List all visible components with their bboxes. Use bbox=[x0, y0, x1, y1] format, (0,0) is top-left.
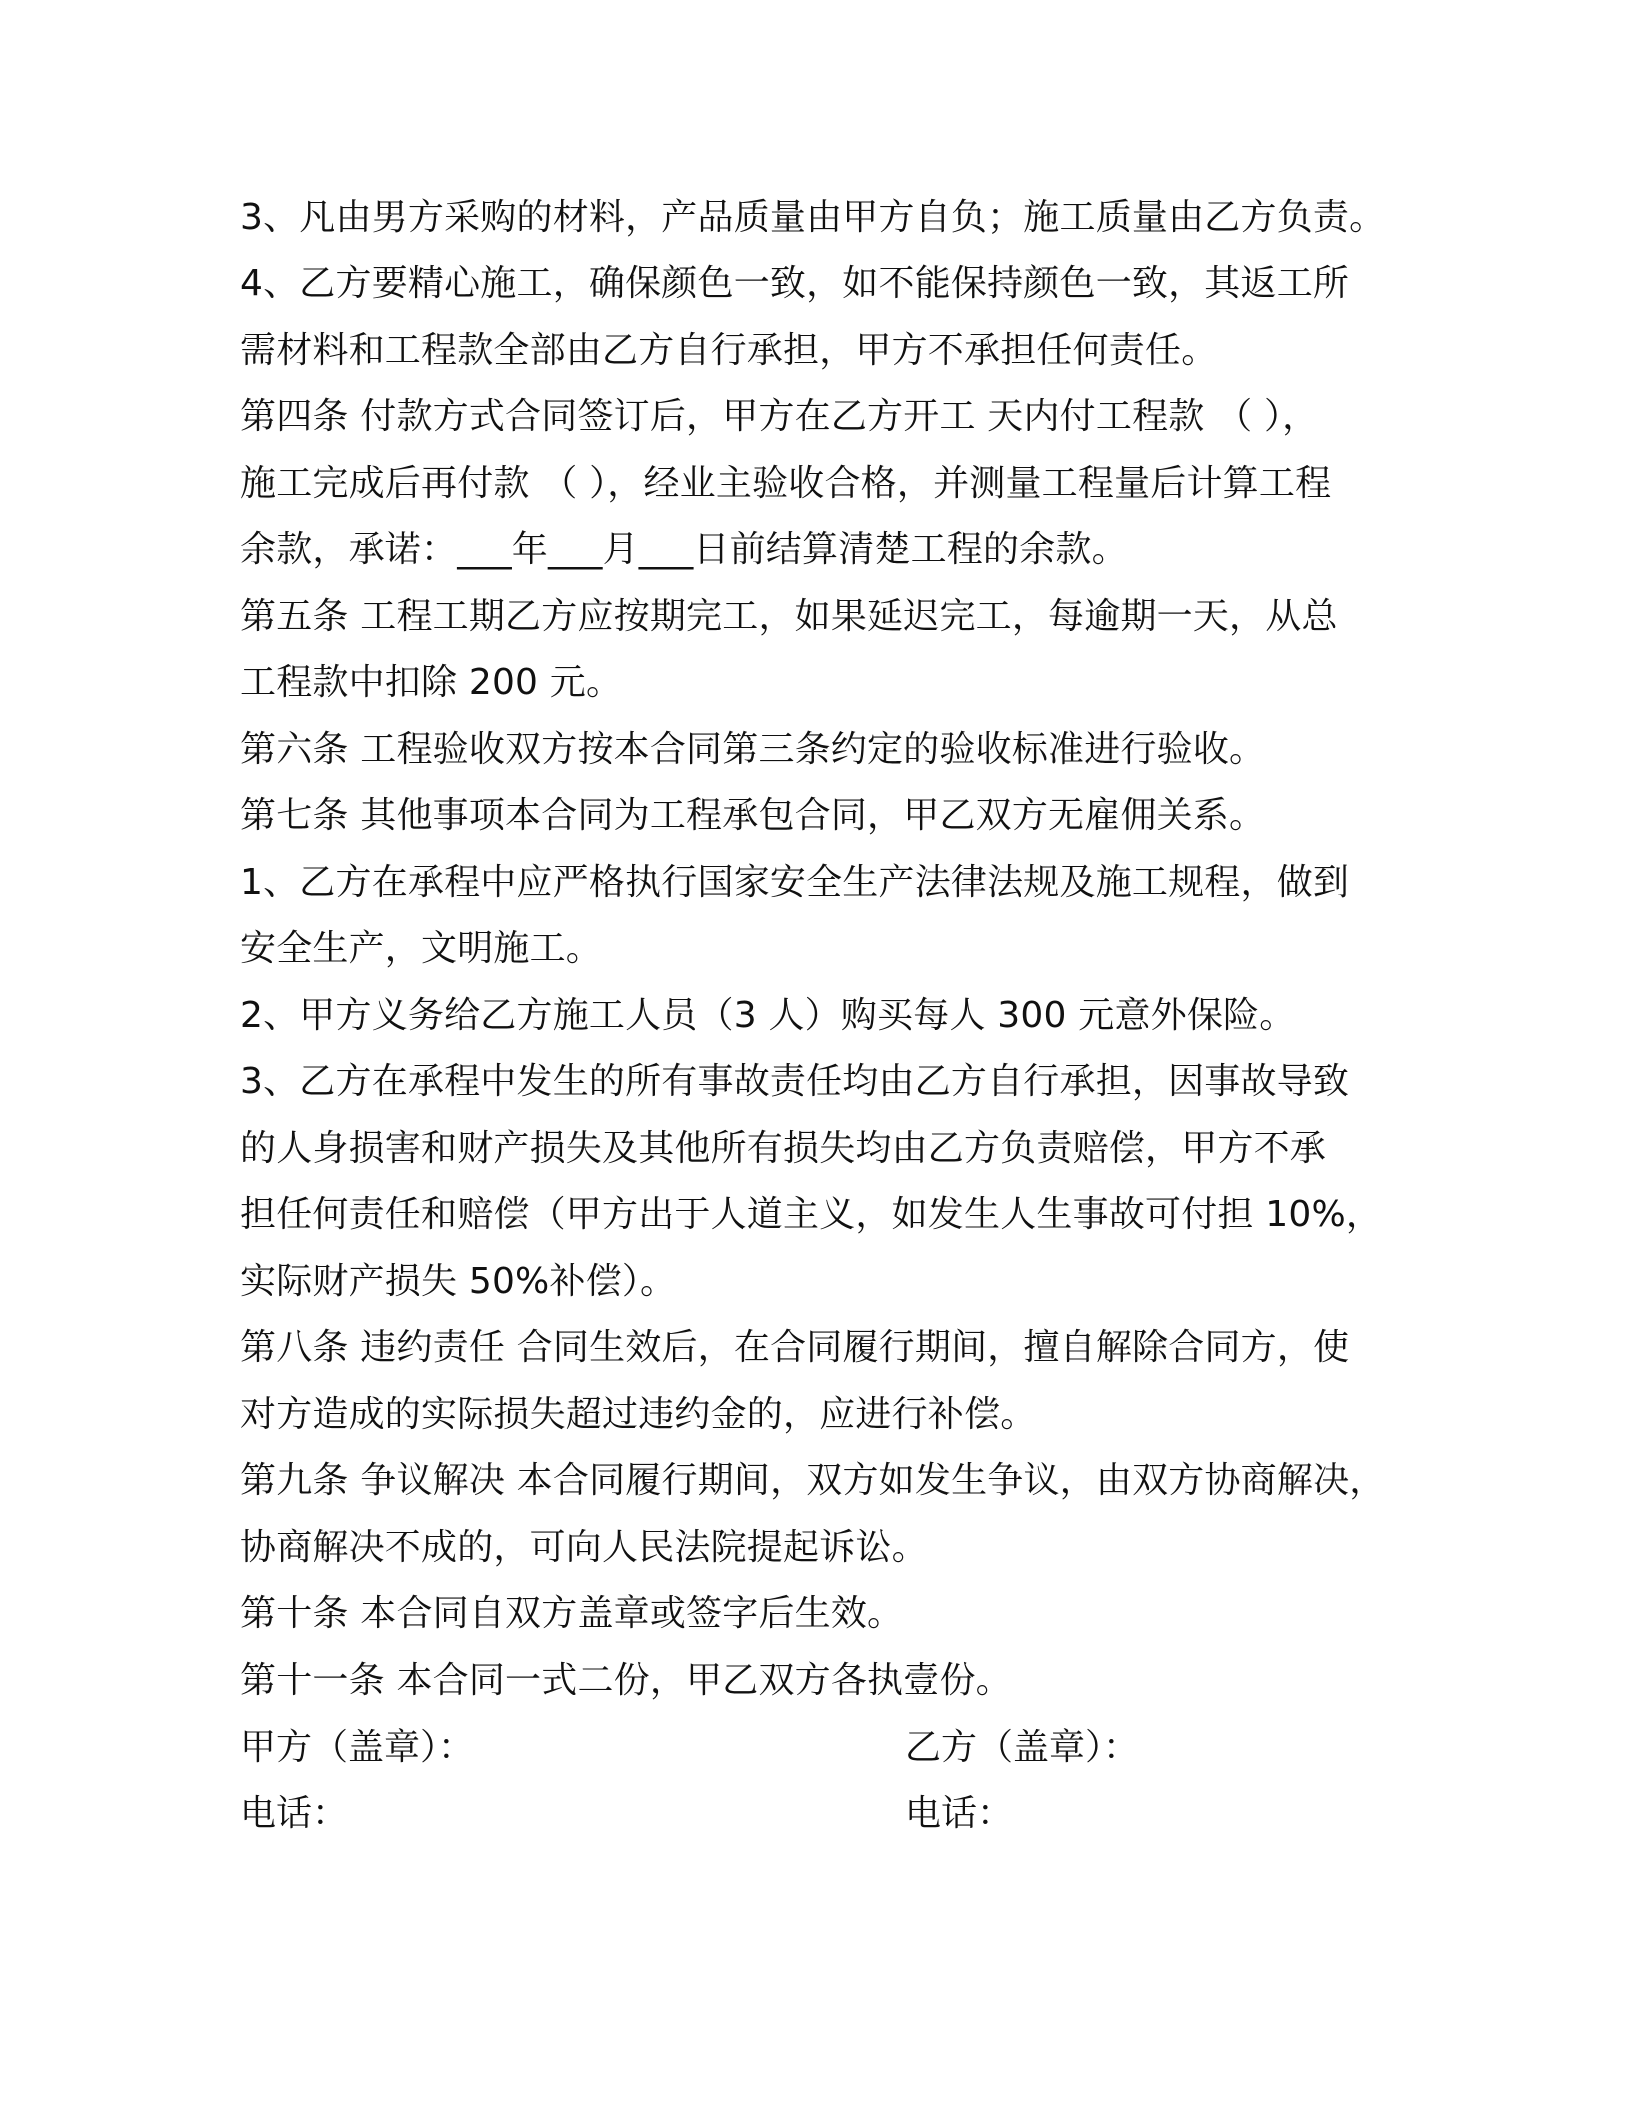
clause-line: 第九条 争议解决 本合同履行期间，双方如发生争议，由双方协商解决， bbox=[240, 1460, 1386, 1501]
clause-line: 第十条 本合同自双方盖章或签字后生效。 bbox=[240, 1593, 904, 1634]
clause-line: 安全生产，文明施工。 bbox=[240, 928, 603, 969]
party-b-seal-label: 乙方（盖章）： bbox=[905, 1727, 1140, 1768]
clause-line: 第七条 其他事项本合同为工程承包合同，甲乙双方无雇佣关系。 bbox=[240, 795, 1266, 836]
clause-line: 协商解决不成的，可向人民法院提起诉讼。 bbox=[240, 1527, 928, 1568]
clause-line: 第五条 工程工期乙方应按期完工，如果延迟完工，每逾期一天，从总 bbox=[240, 596, 1338, 637]
clause-line: 3、乙方在承程中发生的所有事故责任均由乙方自行承担，因事故导致 bbox=[240, 1061, 1350, 1102]
clause-line: 实际财产损失 50%补偿）。 bbox=[240, 1261, 677, 1302]
clause-line: 余款，承诺：___年___月___日前结算清楚工程的余款。 bbox=[240, 529, 1128, 570]
clause-line: 第八条 违约责任 合同生效后，在合同履行期间，擅自解除合同方，使 bbox=[240, 1327, 1350, 1368]
party-a-seal-label: 甲方（盖章）： bbox=[240, 1727, 475, 1768]
clause-line: 需材料和工程款全部由乙方自行承担，甲方不承担任何责任。 bbox=[240, 330, 1218, 371]
clause-line: 4、乙方要精心施工，确保颜色一致，如不能保持颜色一致，其返工所 bbox=[240, 263, 1350, 304]
clause-line: 对方造成的实际损失超过违约金的，应进行补偿。 bbox=[240, 1394, 1037, 1435]
clause-line: 的人身损害和财产损失及其他所有损失均由乙方负责赔偿，甲方不承 bbox=[240, 1128, 1327, 1169]
clause-line: 第四条 付款方式合同签订后，甲方在乙方开工 天内付工程款 （ ）， bbox=[240, 396, 1319, 437]
clause-line: 3、凡由男方采购的材料，产品质量由甲方自负；施工质量由乙方负责。 bbox=[240, 197, 1386, 238]
clause-line: 1、乙方在承程中应严格执行国家安全生产法律法规及施工规程，做到 bbox=[240, 862, 1350, 903]
party-b-phone-label: 电话： bbox=[905, 1793, 1014, 1834]
clause-line: 施工完成后再付款 （ ），经业主验收合格，并测量工程量后计算工程 bbox=[240, 463, 1332, 504]
clause-line: 工程款中扣除 200 元。 bbox=[240, 662, 623, 703]
clause-line: 担任何责任和赔偿（甲方出于人道主义，如发生人生事故可付担 10%， bbox=[240, 1194, 1383, 1235]
clause-line: 2、甲方义务给乙方施工人员（3 人）购买每人 300 元意外保险。 bbox=[240, 995, 1296, 1036]
clause-line: 第六条 工程验收双方按本合同第三条约定的验收标准进行验收。 bbox=[240, 729, 1266, 770]
party-a-phone-label: 电话： bbox=[240, 1793, 349, 1834]
clause-line: 第十一条 本合同一式二份，甲乙双方各执壹份。 bbox=[240, 1660, 1012, 1701]
